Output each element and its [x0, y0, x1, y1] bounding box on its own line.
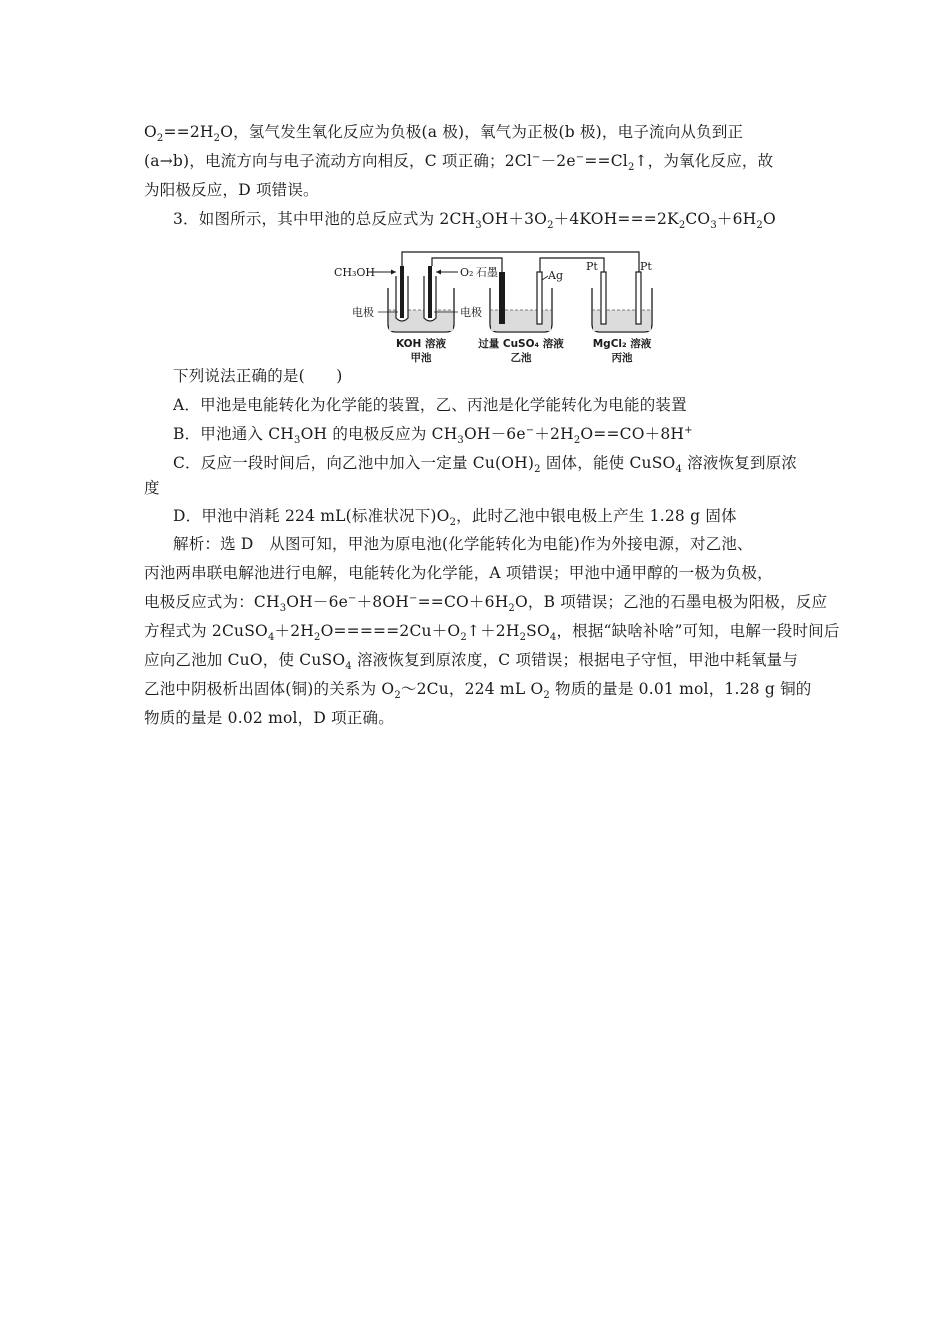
subscript: 4 — [675, 464, 683, 476]
answer-line-5 — [144, 646, 804, 675]
text: ＋8OH — [356, 593, 409, 611]
subscript: 2 — [756, 220, 763, 232]
text: O — [762, 210, 776, 228]
text: ＋2H — [274, 622, 315, 640]
superscript: − — [532, 151, 541, 163]
subscript: 4 — [267, 632, 275, 644]
answer-line-6 — [144, 675, 812, 704]
text: O，B 项错误；乙池的石墨电极为阳极，反应 — [514, 593, 828, 611]
text: (a→b)，电流方向与电子流动方向相反，C 项正确；2Cl — [144, 152, 533, 170]
cell2-solution-label: 过量 CuSO₄ 溶液 — [478, 338, 564, 350]
text: O=====2Cu＋O — [320, 622, 461, 640]
text: 溶液恢复到原浓 — [682, 454, 798, 472]
ag-label: Ag — [548, 269, 563, 282]
superscript: + — [684, 424, 693, 436]
subscript: 2 — [213, 133, 221, 145]
cell1-name-label: 甲池 — [410, 352, 432, 364]
text: O，氢气发生氧化反应为负极(a 极)，氧气为正极(b 极)，电子流向从负到正 — [220, 123, 744, 141]
ag-electrode — [537, 272, 542, 324]
cell2-name-label: 乙池 — [510, 352, 532, 364]
graphite-electrode — [499, 272, 505, 324]
cell-bing — [586, 260, 652, 364]
text: ＋4KOH===2K — [553, 210, 679, 228]
circuit-figure — [330, 244, 660, 374]
option-a: A．甲池是电能转化为化学能的装置，乙、丙池是化学能转化为电能的装置 — [173, 396, 687, 414]
text: 溶液恢复到原浓度，C 项错误；根据电子守恒，甲池中耗氧量与 — [351, 651, 799, 669]
electrode-label-left: 电极 — [352, 306, 374, 319]
text: －2e — [540, 152, 576, 170]
subscript: 2 — [156, 133, 164, 145]
subscript: 2 — [314, 632, 321, 644]
subscript: 2 — [534, 464, 541, 476]
electrode-label-right: 电极 — [460, 306, 482, 319]
subscript: 2 — [543, 690, 550, 702]
pt-electrode-right — [636, 272, 641, 324]
text: ==Cl — [584, 152, 628, 170]
arrow-head-icon — [391, 270, 396, 275]
question-prompt: 下列说法正确的是( ) — [173, 367, 343, 385]
option-c-continued: 度 — [144, 479, 160, 497]
subscript: 3 — [294, 435, 301, 447]
subscript: 2 — [519, 632, 527, 644]
ch3oh-label: CH₃OH — [334, 266, 376, 279]
superscript: − — [575, 151, 585, 163]
text: 固体，能使 CuSO — [540, 454, 676, 472]
arrow-head-icon — [436, 270, 441, 275]
cell3-name-label: 丙池 — [611, 352, 633, 364]
answer-line-4 — [144, 617, 840, 646]
cell-jia — [334, 266, 498, 364]
superscript: − — [348, 592, 357, 604]
text: OH－6e — [463, 425, 526, 443]
option-b — [173, 420, 833, 449]
cell3-solution-label: MgCl₂ 溶液 — [592, 338, 652, 350]
subscript: 2 — [460, 632, 467, 644]
subscript: 2 — [508, 603, 515, 615]
text: C．反应一段时间后，向乙池中加入一定量 Cu(OH) — [173, 454, 535, 472]
text: 电极反应式为：CH — [144, 593, 280, 611]
text: B．甲池通入 CH — [173, 425, 294, 443]
text: 物质的量是 0.01 mol，1.28 g 铜的 — [549, 680, 812, 698]
text: ＋2H — [534, 425, 574, 443]
text: ，根据“缺啥补啥”可知，电解一段时间后 — [556, 622, 840, 640]
electrode-right — [428, 266, 432, 318]
text: 3．如图所示，其中甲池的总反应式为 2CH — [173, 210, 476, 228]
text: ==CO＋6H — [417, 593, 509, 611]
text: 方程式为 2CuSO — [144, 622, 268, 640]
wires — [402, 252, 639, 272]
text: 乙池中阴极析出固体(铜)的关系为 O — [144, 680, 395, 698]
subscript: 2 — [573, 435, 581, 447]
subscript: 4 — [549, 632, 557, 644]
o2-label: O₂ — [460, 266, 474, 279]
text: OH 的电极反应为 CH — [300, 425, 458, 443]
text: ↑，为氧化反应，故 — [634, 152, 774, 170]
electrolysis-diagram — [330, 244, 660, 374]
superscript: − — [409, 592, 418, 604]
text: D．甲池中消耗 224 mL(标准状况下)O — [173, 507, 450, 525]
pt-label-right: Pt — [640, 260, 652, 273]
question-stem — [173, 205, 833, 234]
subscript: 2 — [547, 220, 554, 232]
subscript: 3 — [475, 220, 482, 232]
cell1-solution-label: KOH 溶液 — [395, 338, 447, 350]
text: CO — [685, 210, 711, 228]
subscript: 2 — [394, 690, 401, 702]
text: ，此时乙池中银电极上产生 1.28 g 固体 — [456, 507, 737, 525]
text: ==2H — [163, 123, 214, 141]
subscript: 4 — [345, 661, 352, 673]
text: O — [144, 123, 157, 141]
subscript: 2 — [678, 220, 686, 232]
text: ～2Cu，224 mL O — [400, 680, 544, 698]
answer-line-3 — [144, 588, 828, 617]
pt-label-left: Pt — [586, 260, 598, 273]
text: OH＋3O — [481, 210, 548, 228]
cell-yi — [477, 269, 564, 364]
text: ＋6H — [716, 210, 757, 228]
text: OH－6e — [286, 593, 349, 611]
text: ↑＋2H — [466, 622, 520, 640]
electrode-left — [400, 266, 404, 318]
text-line-1 — [144, 118, 804, 147]
text-line-3: 为阳极反应，D 项错误。 — [144, 181, 319, 199]
subscript: 3 — [279, 603, 287, 615]
superscript: − — [525, 424, 535, 436]
subscript: 3 — [710, 220, 717, 232]
answer-line-7: 物质的量是 0.02 mol，D 项正确。 — [144, 709, 394, 727]
pt-electrode-left — [601, 272, 606, 324]
subscript: 2 — [627, 162, 635, 174]
text: SO — [526, 622, 550, 640]
text: 应向乙池加 CuO，使 CuSO — [144, 651, 346, 669]
option-d — [173, 502, 833, 531]
text-line-2 — [144, 147, 804, 176]
answer-line-2: 丙池两串联电解池进行电解，电能转化为化学能，A 项错误；甲池中通甲醇的一极为负极， — [144, 564, 773, 582]
graphite-label: 石墨 — [476, 266, 498, 279]
subscript: 3 — [457, 435, 464, 447]
text: O==CO＋8H — [580, 425, 685, 443]
answer-line-1: 解析：选 D 从图可知，甲池为原电池(化学能转化为电能)作为外接电源，对乙池、 — [173, 535, 753, 553]
subscript: 2 — [449, 517, 457, 529]
